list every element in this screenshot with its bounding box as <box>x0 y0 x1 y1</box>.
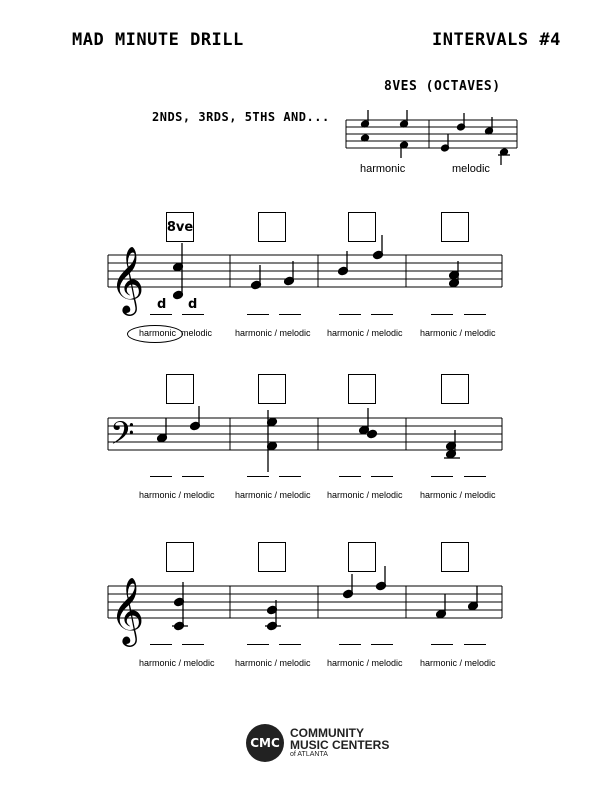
answer-blank[interactable] <box>431 314 453 315</box>
answer-box[interactable] <box>348 542 376 572</box>
answer-box[interactable] <box>258 212 286 242</box>
answer-blank[interactable] <box>150 644 172 645</box>
answer-box[interactable]: 8ve <box>166 212 194 242</box>
answer-box[interactable] <box>441 542 469 572</box>
answer-blank[interactable] <box>464 314 486 315</box>
logo-line: MUSIC CENTERS <box>290 738 390 752</box>
answer-blank[interactable] <box>371 314 393 315</box>
answer-box[interactable] <box>441 212 469 242</box>
harmonic-melodic-option[interactable]: harmonic / melodic <box>235 490 311 500</box>
answer-blank[interactable] <box>247 644 269 645</box>
intro-text: 2NDS, 3RDS, 5THS AND... <box>152 110 330 124</box>
worksheet-number: INTERVALS #4 <box>432 30 561 50</box>
answer-box[interactable] <box>348 212 376 242</box>
cmc-badge-icon: CMC <box>246 724 284 762</box>
blank-answer: d <box>157 297 167 312</box>
harmonic-melodic-option[interactable]: harmonic / melodic <box>235 328 311 338</box>
answer-blank[interactable] <box>247 314 269 315</box>
staff-1 <box>108 255 502 287</box>
logo-line: COMMUNITY <box>290 726 364 740</box>
option-melodic[interactable]: melodic <box>181 328 213 338</box>
harmonic-melodic-option[interactable]: harmonic / melodic <box>420 328 496 338</box>
answer-blank[interactable] <box>150 314 172 315</box>
example-title: 8VES (OCTAVES) <box>384 79 501 94</box>
answer-blank[interactable] <box>339 476 361 477</box>
harmonic-melodic-option[interactable]: harmonic / melodic <box>420 490 496 500</box>
harmonic-melodic-option[interactable]: harmonic / melodic <box>139 658 215 668</box>
answer-blank[interactable] <box>279 314 301 315</box>
harmonic-melodic-option[interactable]: harmonic / melodic <box>327 328 403 338</box>
answer-blank[interactable] <box>247 476 269 477</box>
answer-box[interactable] <box>258 374 286 404</box>
page-title: MAD MINUTE DRILL <box>72 30 244 50</box>
harmonic-melodic-option[interactable]: harmonic / melodic <box>327 490 403 500</box>
harmonic-melodic-option[interactable]: harmonic / melodic <box>139 490 215 500</box>
logo-text <box>290 727 389 759</box>
harmonic-melodic-option[interactable]: harmonic / melodic <box>327 658 403 668</box>
answer-blank[interactable] <box>182 644 204 645</box>
answer-blank[interactable] <box>431 644 453 645</box>
answer-box[interactable] <box>258 542 286 572</box>
example-harmonic-label: harmonic <box>360 163 406 175</box>
treble-clef-icon: 𝄞 <box>110 576 145 644</box>
answer-box[interactable] <box>166 542 194 572</box>
treble-clef-icon: 𝄞 <box>110 245 145 313</box>
answer-blank[interactable] <box>339 644 361 645</box>
answer-box[interactable] <box>348 374 376 404</box>
bass-clef-icon: 𝄢 <box>110 415 135 459</box>
answer-blank[interactable] <box>182 476 204 477</box>
example-melodic-label: melodic <box>452 163 490 175</box>
staff-2 <box>108 418 502 450</box>
logo-line: of ATLANTA <box>290 751 328 758</box>
harmonic-melodic-option[interactable]: harmonic / melodic <box>420 658 496 668</box>
answer-blank[interactable] <box>371 476 393 477</box>
harmonic-melodic-option[interactable]: harmonic / melodic <box>235 658 311 668</box>
answer-blank[interactable] <box>371 644 393 645</box>
answer-blank[interactable] <box>464 644 486 645</box>
option-harmonic[interactable]: harmonic <box>139 328 177 338</box>
answer-blank[interactable] <box>464 476 486 477</box>
blank-answer: d <box>188 297 198 312</box>
answer-blank[interactable] <box>431 476 453 477</box>
cmc-logo <box>246 724 389 762</box>
answer-blank[interactable] <box>279 644 301 645</box>
answer-blank[interactable] <box>279 476 301 477</box>
answer-box[interactable] <box>166 374 194 404</box>
answer-blank[interactable] <box>150 476 172 477</box>
answer-blank[interactable] <box>182 314 204 315</box>
answer-box[interactable] <box>441 374 469 404</box>
answer-blank[interactable] <box>339 314 361 315</box>
